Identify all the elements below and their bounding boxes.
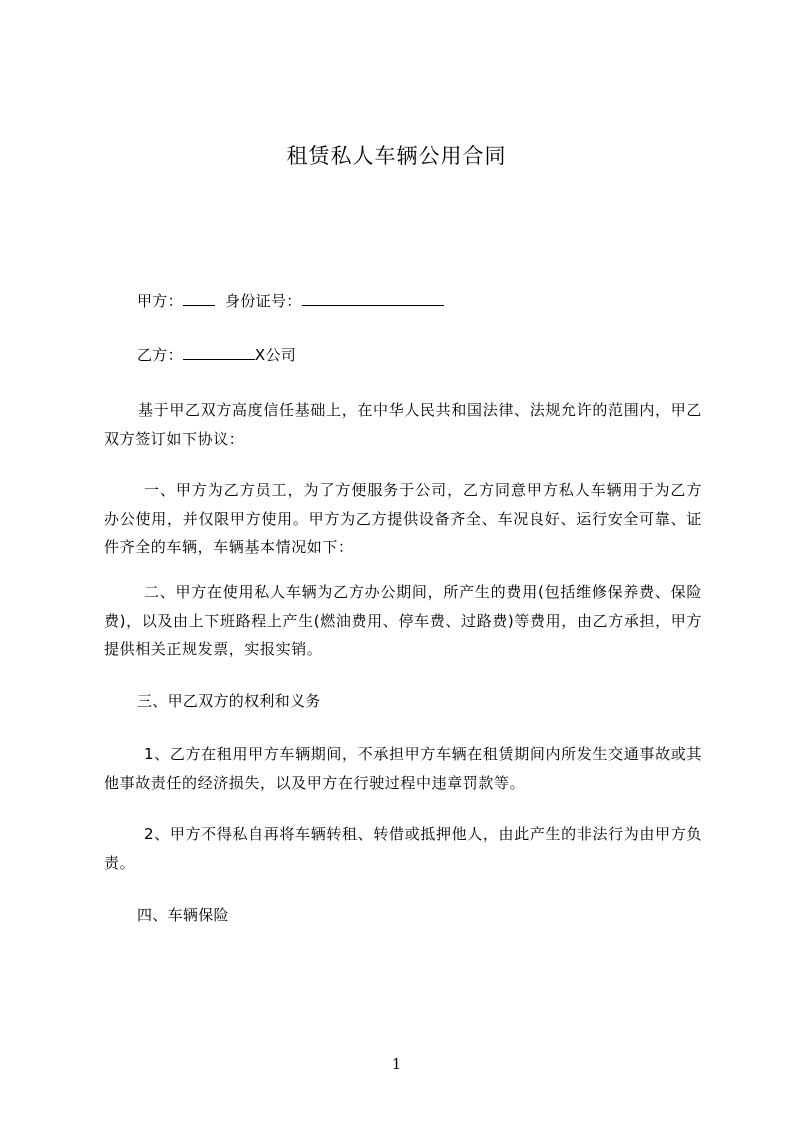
party-a-line (137, 291, 444, 311)
intro-paragraph: 基于甲乙双方高度信任基础上，在中华人民共和国法律、法规允许的范围内，甲乙双方签订如下协议： (104, 401, 702, 448)
party-b-label: 乙方： (137, 346, 183, 364)
party-a-id-blank (302, 291, 444, 306)
clause-3-item-2: 2、甲方不得私自再将车辆转租、转借或抵押他人，由此产生的非法行为由甲方负责。 (104, 825, 702, 872)
party-a-label: 甲方： (137, 292, 183, 310)
clause-3-item-1: 1、乙方在租用甲方车辆期间，不承担甲方车辆在租赁期间内所发生交通事故或其他事故责任的经济损失，以及甲方在行驶过程中违章罚款等。 (104, 745, 702, 792)
document-title: 租赁私人车辆公用合同 (286, 144, 507, 168)
clause-2-paragraph: 二、甲方在使用私人车辆为乙方办公期间，所产生的费用(包括维修保养费、保险费)，以及由上下班路程上产生(燃油费用、停车费、过路费)等费用，由乙方承担，甲方提供相关正规发票，实报实销。 (104, 583, 702, 658)
clause-3-heading: 三、甲乙双方的权利和义务 (137, 692, 321, 710)
party-b-name-blank (183, 345, 255, 360)
page-number: 1 (391, 1055, 402, 1073)
party-b-line (137, 345, 296, 365)
clause-4-heading: 四、车辆保险 (137, 906, 229, 924)
party-b-suffix: X公司 (254, 346, 297, 364)
clause-1-paragraph: 一、甲方为乙方员工，为了方便服务于公司，乙方同意甲方私人车辆用于为乙方办公使用，并仅限甲方使用。甲方为乙方提供设备齐全、车况良好、运行安全可靠、证件齐全的车辆，车辆基本情况如下： (104, 481, 702, 556)
party-a-id-label: 身份证号： (225, 292, 302, 310)
party-a-name-blank (183, 291, 215, 306)
